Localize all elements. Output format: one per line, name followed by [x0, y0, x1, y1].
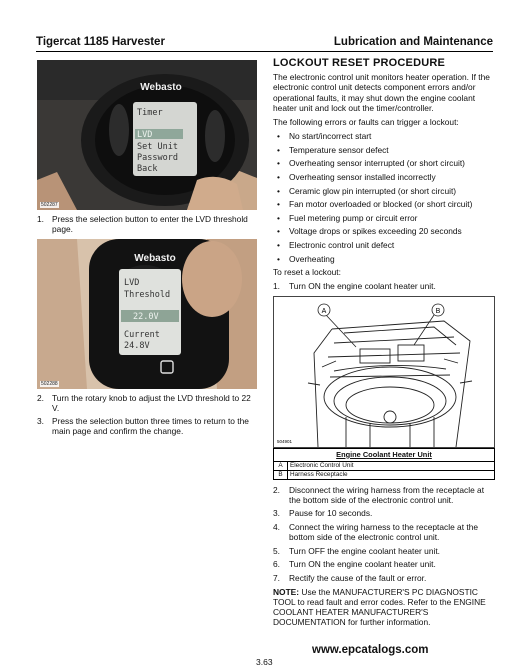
list-item: • Temperature sensor defect: [277, 144, 389, 155]
note-text: Use the MANUFACTURER'S PC DIAGNOSTIC TOOL to read fault and error codes. Refer to the ENGINE COOLANT HEATER MANUFACTURER'S DOCUMENTATION for further information.: [273, 586, 486, 628]
lcd-b-line-3: 22.0V: [133, 312, 159, 322]
fault-list: [273, 131, 495, 264]
left-step-3: [37, 416, 259, 436]
step-text: Press the selection button to enter the LVD threshold page.: [52, 214, 248, 234]
figure-heater-unit: [273, 296, 495, 448]
lcd-b-line-4: Current: [124, 330, 160, 340]
step-text: Press the selection button three times to return to the main page and confirm the change.: [52, 416, 249, 436]
header-manual-title: Tigercat 1185 Harvester: [36, 36, 165, 48]
table-row: [274, 470, 495, 479]
figure-controller-menu: [37, 60, 257, 210]
list-item: • Fan motor overloaded or blocked (or short circuit): [277, 199, 473, 210]
reset-step: 5. Turn OFF the engine coolant heater unit.: [273, 545, 440, 556]
page-number: 3.63: [256, 657, 273, 667]
lcd-a-line-4: Password: [137, 153, 178, 163]
section-title: LOCKOUT RESET PROCEDURE: [273, 57, 446, 69]
lcd-a-line-3: Set Unit: [137, 142, 178, 152]
note-paragraph: [273, 587, 495, 628]
left-steps-group-1: [37, 214, 259, 237]
heater-unit-drawing: [274, 297, 494, 447]
faults-intro: The following errors or faults can trigger a lockout:: [273, 117, 459, 128]
list-item: • Overheating sensor interrupted (or short circuit): [277, 158, 465, 169]
heater-legend-table: [273, 448, 495, 480]
step-number: 3.: [37, 416, 44, 426]
brand-logo-b: Webasto: [134, 253, 176, 264]
figure-controller-lvd-threshold: [37, 239, 257, 389]
reset-step: 4. Connect the wiring harness to the receptacle at the bottom side of the electronic control unit.: [273, 521, 479, 543]
note-label: NOTE:: [273, 586, 300, 597]
callout-a-label: A: [321, 307, 327, 315]
left-step-2: [37, 393, 259, 413]
left-steps-group-2: [37, 393, 259, 439]
list-item: • Overheating: [277, 253, 335, 264]
header-rule: [36, 51, 493, 52]
legend-key: B: [274, 470, 288, 479]
lcd-a-line-2: LVD: [137, 130, 153, 140]
controller-lvd-photo: [37, 239, 257, 389]
lcd-b-line-5: 24.8V: [124, 341, 150, 351]
figure-b-code: 502288: [41, 381, 58, 387]
lcd-b-line-2: Threshold: [124, 290, 171, 300]
legend-label: Electronic Control Unit: [288, 461, 495, 470]
reset-intro: To reset a lockout:: [273, 267, 341, 278]
figure-c-code: 504901: [277, 438, 293, 444]
step-text: Turn the rotary knob to adjust the LVD threshold to 22 V.: [52, 393, 251, 413]
reset-step: 6. Turn ON the engine coolant heater unit.: [273, 559, 436, 570]
legend-label: Harness Receptacle: [288, 470, 495, 479]
lcd-b-line-1: LVD: [124, 278, 140, 288]
step-number: 2.: [37, 393, 44, 403]
reset-step: 2. Disconnect the wiring harness from the receptacle at the bottom side of the electronic control unit.: [273, 484, 485, 505]
lcd-a-line-1: Timer: [137, 108, 163, 118]
legend-title: Engine Coolant Heater Unit: [274, 448, 495, 461]
list-item: • Voltage drops or spikes exceeding 20 seconds: [277, 226, 462, 237]
list-item: • No start/incorrect start: [277, 131, 372, 142]
callout-b-label: B: [435, 307, 441, 315]
reset-step-1: 1. Turn ON the engine coolant heater unit.: [273, 281, 436, 292]
table-row: [274, 461, 495, 470]
section-intro: The electronic control unit monitors heater operation. If the electronic control unit detects component errors and/or operational faults, it may shut down the engine coolant heater unit and lock out the timer/controller.: [273, 72, 490, 113]
watermark-text: www.epcatalogs.com: [312, 644, 429, 656]
brand-logo-a: Webasto: [140, 82, 182, 93]
lockout-reset-section: [273, 58, 495, 632]
controller-menu-photo: [37, 60, 257, 210]
figure-a-code: 502287: [41, 202, 58, 208]
list-item: • Overheating sensor installed incorrectly: [277, 172, 436, 182]
reset-step: 3. Pause for 10 seconds.: [273, 508, 373, 519]
list-item: • Ceramic glow pin interrupted (or short circuit): [277, 185, 457, 196]
left-step-1: [37, 214, 259, 234]
reset-step: 7. Rectify the cause of the fault or error.: [273, 572, 427, 583]
list-item: • Fuel metering pump or circuit error: [277, 212, 418, 223]
list-item: • Electronic control unit defect: [277, 239, 395, 250]
lcd-a-line-5: Back: [137, 164, 158, 174]
page-header: [0, 0, 521, 58]
legend-key: A: [274, 461, 288, 470]
header-section-title: Lubrication and Maintenance: [333, 36, 493, 48]
step-number: 1.: [37, 214, 44, 224]
reset-steps-list: [273, 485, 495, 583]
